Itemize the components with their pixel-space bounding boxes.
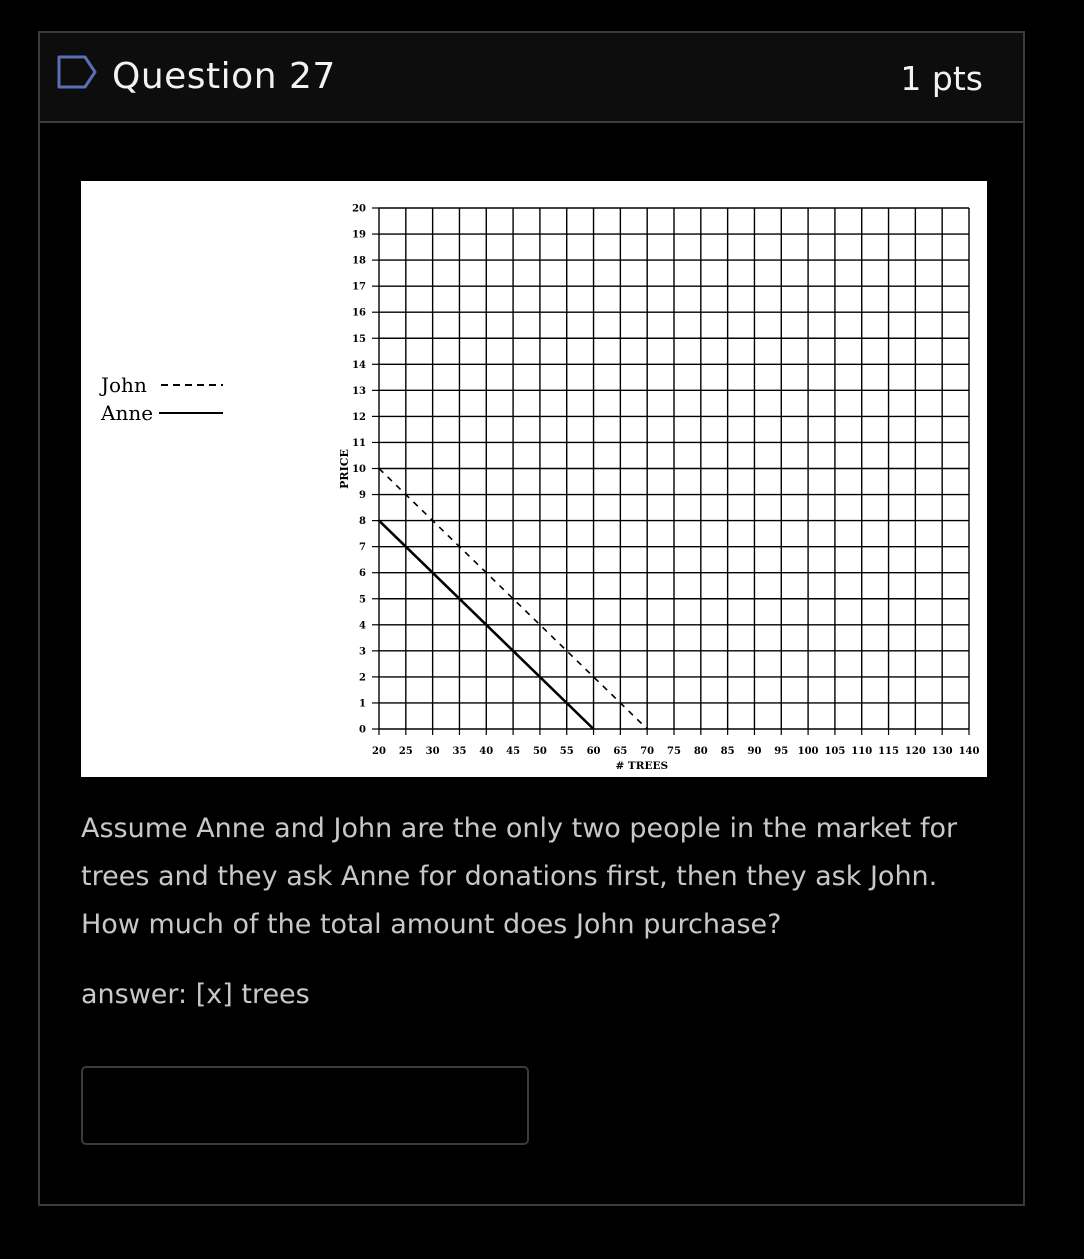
x-tick-label: 60 bbox=[586, 746, 601, 757]
x-tick-label: 95 bbox=[774, 746, 789, 757]
x-axis-label: # TREES bbox=[615, 760, 669, 772]
x-tick-label: 100 bbox=[797, 746, 819, 757]
y-tick-label: 1 bbox=[359, 698, 366, 710]
x-tick-label: 140 bbox=[958, 746, 980, 757]
y-tick-label: 3 bbox=[359, 646, 366, 658]
question-text: Assume Anne and John are the only two people in the market for trees and they ask Anne for donations first, then they ask John. How much of the total amount does John purchase? bbox=[81, 813, 958, 940]
x-tick-label: 25 bbox=[398, 746, 413, 757]
y-tick-label: 17 bbox=[352, 281, 366, 293]
y-tick-label: 6 bbox=[359, 568, 366, 580]
y-tick-label: 18 bbox=[352, 255, 366, 267]
x-tick-label: 55 bbox=[559, 746, 574, 757]
y-tick-label: 12 bbox=[352, 411, 366, 423]
y-tick-label: 11 bbox=[352, 437, 366, 449]
x-tick-label: 75 bbox=[667, 746, 681, 757]
question-card bbox=[38, 31, 1025, 1206]
y-tick-label: 19 bbox=[352, 229, 366, 241]
x-tick-label: 120 bbox=[904, 746, 926, 757]
y-tick-label: 0 bbox=[359, 724, 366, 736]
x-tick-label: 105 bbox=[824, 746, 846, 757]
x-tick-label: 30 bbox=[425, 746, 440, 757]
y-axis-label: PRICE bbox=[338, 449, 351, 489]
chart-svg bbox=[81, 181, 987, 777]
x-tick-label: 20 bbox=[372, 746, 386, 757]
x-tick-label: 110 bbox=[851, 746, 873, 757]
y-tick-label: 15 bbox=[352, 333, 366, 345]
x-tick-label: 50 bbox=[532, 746, 547, 757]
y-tick-label: 2 bbox=[359, 672, 366, 684]
x-tick-label: 130 bbox=[931, 746, 953, 757]
answer-input[interactable] bbox=[81, 1066, 529, 1145]
y-tick-label: 14 bbox=[352, 359, 366, 371]
x-tick-label: 85 bbox=[720, 746, 735, 757]
y-tick-label: 8 bbox=[359, 516, 366, 528]
y-tick-label: 7 bbox=[359, 542, 366, 554]
x-tick-label: 70 bbox=[640, 746, 655, 757]
y-tick-label: 9 bbox=[359, 490, 366, 502]
x-tick-label: 45 bbox=[506, 746, 521, 757]
question-title: Question 27 bbox=[112, 56, 336, 97]
y-tick-label: 20 bbox=[352, 203, 366, 215]
y-tick-label: 10 bbox=[352, 464, 366, 475]
legend-label-anne: Anne bbox=[101, 401, 154, 425]
y-tick-label: 16 bbox=[352, 307, 366, 319]
question-header bbox=[40, 33, 1023, 123]
legend-label-john: John bbox=[101, 373, 147, 397]
y-tick-label: 13 bbox=[352, 385, 366, 397]
y-tick-label: 5 bbox=[359, 594, 366, 606]
answer-label: answer: [x] trees bbox=[81, 979, 310, 1010]
y-tick-label: 4 bbox=[359, 620, 366, 632]
x-tick-label: 80 bbox=[693, 746, 708, 757]
x-tick-label: 115 bbox=[878, 746, 899, 757]
x-tick-label: 65 bbox=[613, 746, 628, 757]
x-tick-label: 40 bbox=[479, 746, 494, 757]
x-tick-label: 90 bbox=[747, 746, 762, 757]
bookmark-icon[interactable] bbox=[56, 54, 98, 90]
question-points: 1 pts bbox=[900, 59, 983, 98]
x-tick-label: 35 bbox=[452, 746, 467, 757]
supply-demand-chart bbox=[81, 181, 987, 777]
